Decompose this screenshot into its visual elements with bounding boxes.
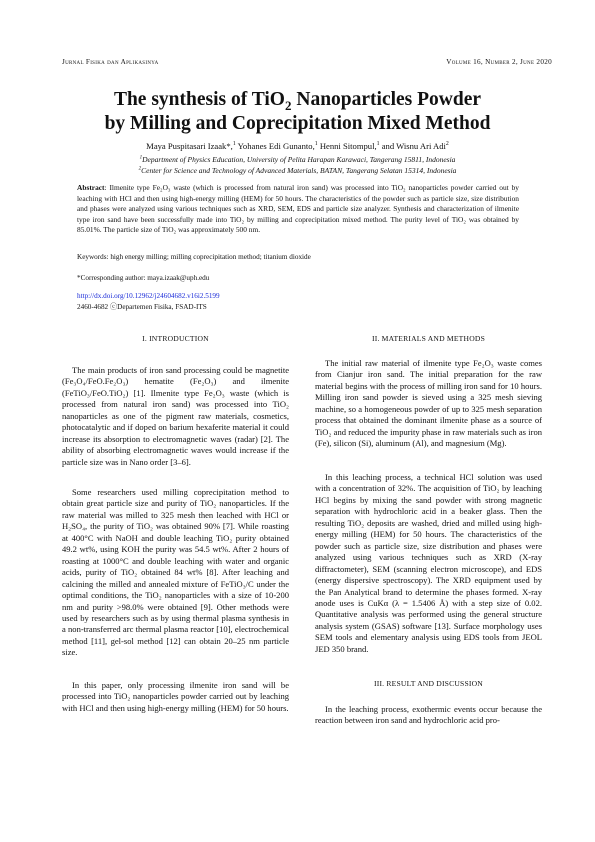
issue-info: Volume 16, Number 2, June 2020	[446, 58, 552, 66]
section-heading-introduction: I. INTRODUCTION	[142, 334, 209, 343]
intro-paragraph-1: The main products of iron sand processing could be magnetite (Fe₃O₄/FeO.Fe₂O₃) hematite (Fe₂O₃) and ilmenite (FeTiO₃/FeO.TiO₂) [1]. Ilmenite type Fe₂O₃ waste (which is processed from natural iron sand) was processed into TiO₂ nanoparticles as one of the pigment raw materials, cosmetics, photocatalytic and if doped on barium hexaferite material it could increase its absorption to electromagnetic waves (radar) [2]. The ability of absorbing electromagnetic waves would increase if the particle size was in Nano order [3–6].	[62, 365, 289, 467]
affiliation-2: $^2$Center for Science and Technology of Advanced Materials, BATAN, Tangerang Selatan 15314, Indonesia	[138, 165, 457, 175]
abstract	[77, 183, 519, 236]
methods-paragraph-2: In this leaching process, a technical HCl solution was used with a concentration of 32%. The acquisition of TiO₂ by leaching HCl begins by mixing the sand powder with strong magnetic separation with hydrochloric acid in a beaker glass. Then the resulting TiO₂ deposits are washed, dried and milled using high-energy milling (HEM) for 50 hours. The characteristics of the powder such as particle size, size distribution and phases were analyzed using various techniques such as XRD (X-ray diffractometer), SEM (scanning electron microscope), and EDS (energy dispersive spectroscopy). The XRD equipment used by the Pan Analytical brand to determine the phases formed. X-ray anode uses is CuKα (λ = 1.5406 Å) with a step size of 0.02. Quantitative analysis was performed using the general structure analysis system (GSAS) software [13]. Surface morphology uses SEM tools and elementary analysis using EDS tools from JEOL JED 350 brand.	[315, 472, 542, 654]
keywords: Keywords: high energy milling; milling coprecipitation method; titanium dioxide	[77, 253, 311, 261]
journal-name: Jurnal Fisika dan Aplikasinya	[62, 58, 159, 66]
corresponding-author: *Corresponding author: maya.izaak@uph.edu	[77, 274, 210, 282]
paper-title	[40, 88, 555, 136]
author-list: Maya Puspitasari Izaak*,$^1$ Yohanes Edi Gunanto,$^1$ Henni Sitompul,$^1$ and Wisnu Ari Adi$^2$	[146, 141, 449, 151]
doi-link[interactable]: http://dx.doi.org/10.12962/j24604682.v16i2.5199	[77, 292, 220, 300]
issn-copyright: 2460-4682 ⓒDepartemen Fisika, FSAD-ITS	[77, 303, 207, 311]
results-paragraph-1: In the leaching process, exothermic events occur because the reaction between iron sand and hydrochloric acid pro-	[315, 704, 542, 726]
intro-paragraph-2: Some researchers used milling coprecipitation method to obtain great particle size and purity of TiO₂ nanoparticles. If the raw material was milled to 325 mesh then leached with HCl or H₂SO₄, the purity of TiO₂ was obtained 90% [7]. While roasting at 400°C with NaOH and double leaching TiO₂ purity obtained 49.2 wt%, using KOH the purity was 54.5 wt%. After 2 hours of roasting at 1000°C and double leaching with water and organic acids, purity of TiO₂ obtained 84 wt% [8]. After leaching and calcining the milled and annealed mixture of FeTiO₃/C under the optimal conditions, the TiO₂ nanoparticles with a size of 10-200 nm and purity >98.0% were obtained [9]. Other methods were used by researchers such as by using thermal plasma synthesis in a non-transferred arc thermal plasma reactor [10], electrochemical method [11], gel-sol method [12] can obtain 20–25 nm particle size.	[62, 487, 289, 658]
abstract-text: : Ilmenite type Fe₂O₃ waste (which is processed from natural iron sand) was processed into TiO₂ nanoparticles powder carried out by leaching with HCl and then using high-energy milling (HEM) for 50 hours. The characteristics of the powder such as particle size, size distribution and phases were analyzed using various techniques such as XRD, SEM, EDS and particle size analyzer. Synthesis and characterization of ilmenite type iron sand have been successfully made into TiO₂ by milling and coprecipitation mixed method. The purity level of TiO₂ was obtained by 85.01%. The particle size of TiO₂ was approximately 500 nm.	[77, 183, 519, 235]
section-heading-methods: II. MATERIALS AND METHODS	[372, 334, 485, 343]
intro-paragraph-3: In this paper, only processing ilmenite iron sand will be processed into TiO₂ nanoparticles powder carried out by leaching with HCl and then using high-energy milling (HEM) for 50 hours.	[62, 680, 289, 713]
abstract-label: Abstract	[77, 183, 105, 192]
methods-paragraph-1: The initial raw material of ilmenite type Fe₂O₃ waste comes from Cianjur iron sand. The initial preparation for the raw material begins with the process of milling iron sand for 10 hours. Milling iron sand powder is sieved using a 325 mesh sieving machine, so a homogeneous powder of up to 325 mesh separation process that obtained the dominant ilmenite phase as a source of TiO₂ and reduced the impurity phase in raw materials such as iron (Fe), silicon (Si), aluminum (Al), and magnesium (Mg).	[315, 358, 542, 449]
section-heading-results: III. RESULT AND DISCUSSION	[374, 679, 483, 688]
title-line-1: The synthesis of TiO$_2$ Nanoparticles Powder	[113, 89, 482, 113]
title-line-2: by Milling and Coprecipitation Mixed Method	[104, 113, 491, 134]
affiliations	[40, 155, 555, 176]
affiliation-1: $^1$Department of Physics Education, University of Pelita Harapan Karawaci, Tangerang 15811, Indonesia	[139, 154, 456, 164]
